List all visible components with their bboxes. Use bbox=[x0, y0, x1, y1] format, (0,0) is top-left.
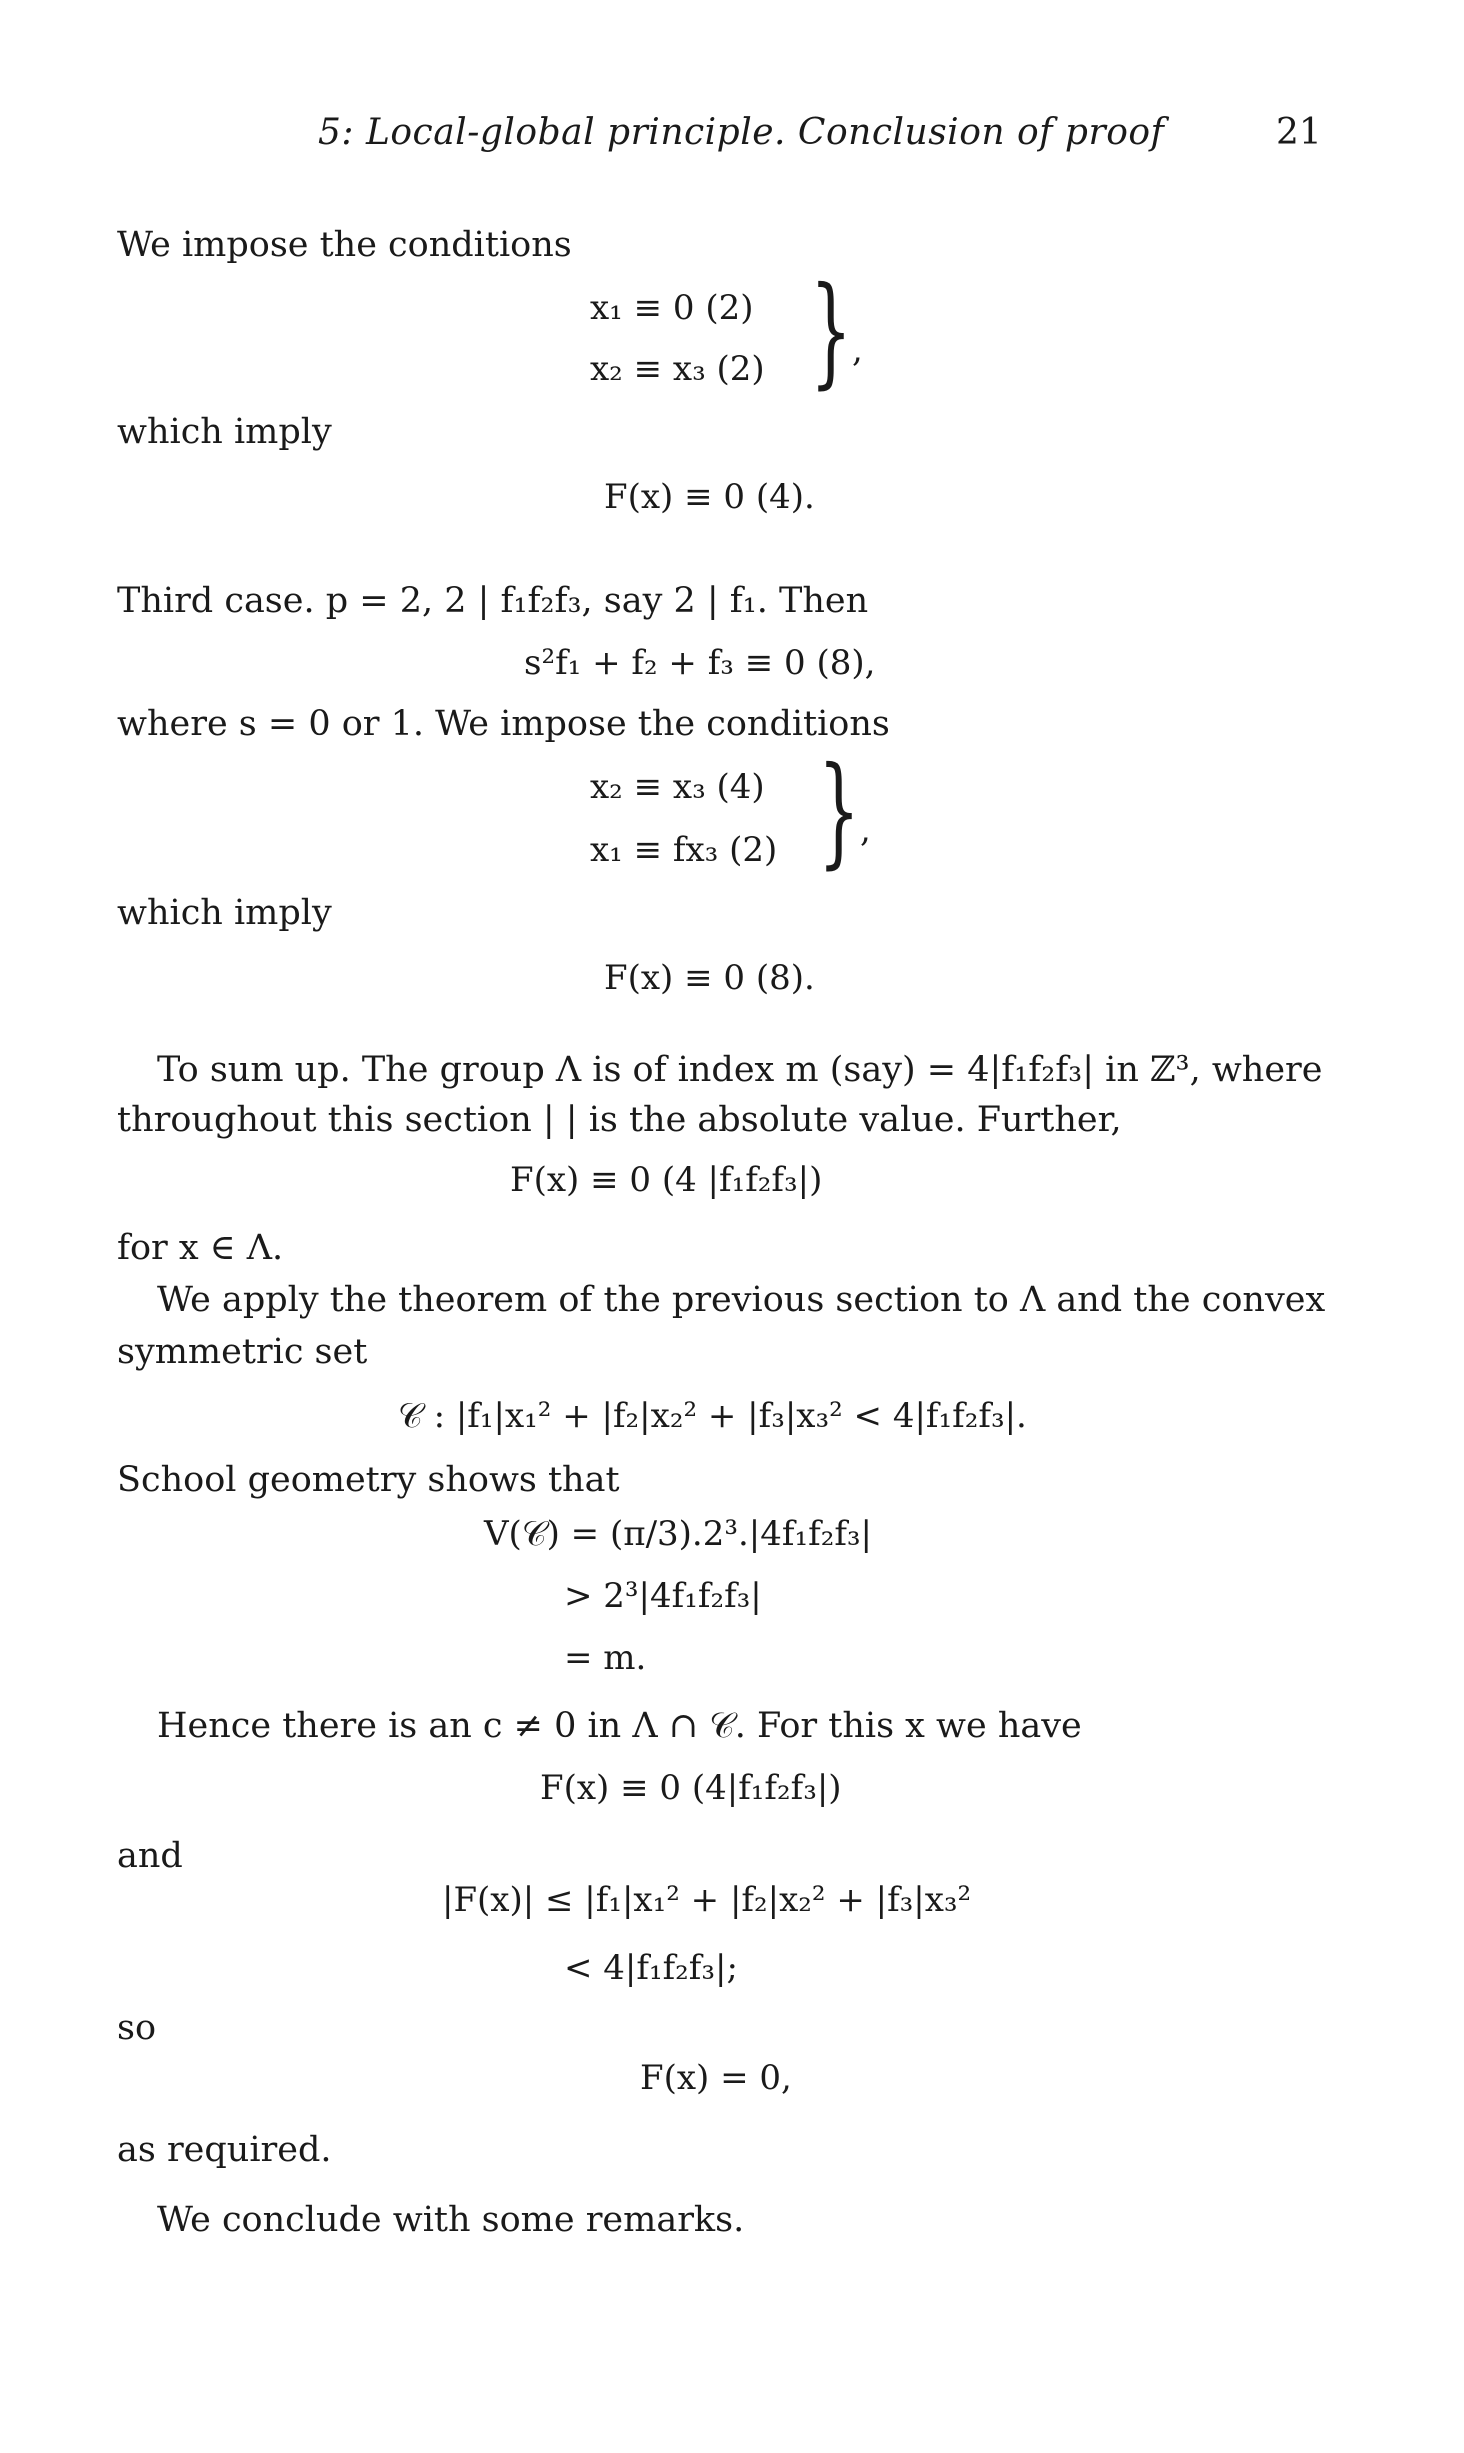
paragraph-where-s: where s = 0 or 1. We impose the conditions bbox=[117, 704, 890, 744]
condition-line-1b: x₂ ≡ x₃ (2) bbox=[590, 349, 765, 389]
paragraph-which-imply-2: which imply bbox=[117, 893, 332, 933]
equation-inequality-line-2: < 4|f₁f₂f₃|; bbox=[564, 1948, 738, 1988]
paragraph-sum-up-line-1: To sum up. The group Λ is of index m (say) = 4|f₁f₂f₃| in ℤ³, where bbox=[157, 1050, 1323, 1090]
paragraph-school-geometry: School geometry shows that bbox=[117, 1460, 620, 1500]
paragraph-for-x: for x ∈ Λ. bbox=[117, 1228, 284, 1268]
running-header-title: 5: Local-global principle. Conclusion of proof bbox=[318, 112, 1165, 153]
right-brace-icon: } bbox=[818, 742, 860, 881]
equation-volume-line-2: > 2³|4f₁f₂f₃| bbox=[564, 1576, 762, 1616]
paragraph-sum-up-line-2: throughout this section | | is the absolute value. Further, bbox=[117, 1100, 1122, 1140]
paragraph-and: and bbox=[117, 1836, 183, 1876]
equation-final: F(x) = 0, bbox=[640, 2058, 792, 2098]
equation-hence: F(x) ≡ 0 (4|f₁f₂f₃|) bbox=[540, 1768, 842, 1808]
condition-line-2a: x₂ ≡ x₃ (4) bbox=[590, 767, 765, 807]
condition-line-1a: x₁ ≡ 0 (2) bbox=[590, 288, 754, 328]
equation-inequality-line-1: |F(x)| ≤ |f₁|x₁² + |f₂|x₂² + |f₃|x₃² bbox=[442, 1880, 972, 1920]
paragraph-which-imply-1: which imply bbox=[117, 412, 332, 452]
equation-third-case: s²f₁ + f₂ + f₃ ≡ 0 (8), bbox=[524, 643, 876, 683]
paragraph-as-required: as required. bbox=[117, 2130, 332, 2170]
equation-result-1: F(x) ≡ 0 (4). bbox=[604, 477, 815, 517]
paragraph-apply-line-1: We apply the theorem of the previous section to Λ and the convex bbox=[157, 1280, 1326, 1320]
right-brace-icon: } bbox=[810, 262, 852, 401]
paragraph-impose-conditions: We impose the conditions bbox=[117, 225, 572, 265]
equation-volume-line-3: = m. bbox=[564, 1638, 647, 1678]
equation-convex-set: 𝒞 : |f₁|x₁² + |f₂|x₂² + |f₃|x₃² < 4|f₁f₂f₃|. bbox=[398, 1396, 1027, 1436]
brace-comma: , bbox=[860, 810, 871, 850]
paragraph-so: so bbox=[117, 2008, 157, 2048]
condition-line-2b: x₁ ≡ fx₃ (2) bbox=[590, 830, 778, 870]
equation-volume-line-1: V(𝒞) = (π/3).2³.|4f₁f₂f₃| bbox=[484, 1514, 872, 1554]
paragraph-third-case: Third case. p = 2, 2 | f₁f₂f₃, say 2 | f₁. Then bbox=[117, 581, 869, 621]
equation-sum-up: F(x) ≡ 0 (4 |f₁f₂f₃|) bbox=[510, 1160, 823, 1200]
page-number: 21 bbox=[1276, 112, 1322, 153]
paragraph-apply-line-2: symmetric set bbox=[117, 1332, 368, 1372]
brace-comma: , bbox=[852, 330, 863, 370]
paragraph-conclude: We conclude with some remarks. bbox=[157, 2200, 745, 2240]
paragraph-hence: Hence there is an c ≠ 0 in Λ ∩ 𝒞. For this x we have bbox=[157, 1706, 1082, 1746]
equation-result-2: F(x) ≡ 0 (8). bbox=[604, 958, 815, 998]
